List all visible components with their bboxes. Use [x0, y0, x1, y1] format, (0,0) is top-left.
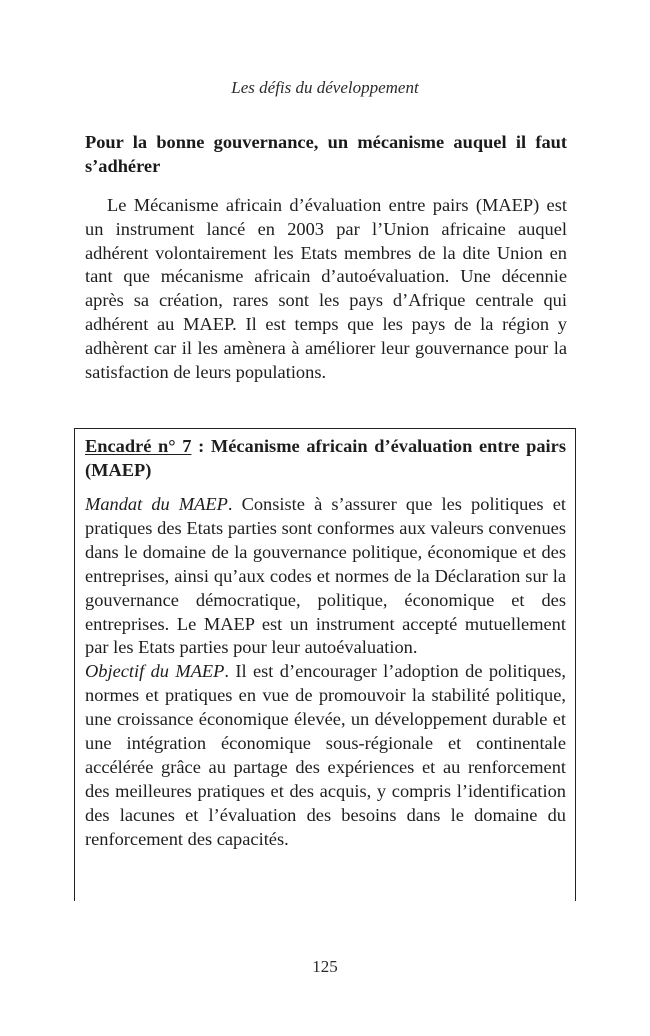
box-title-text: Mécanisme africain d’évaluation entre pairs (MAEP): [85, 436, 566, 480]
box-title-separator: :: [191, 436, 211, 456]
section-title: Pour la bonne gouvernance, un mécanisme auquel il faut s’adhérer: [85, 132, 567, 176]
encadre-box: [74, 428, 576, 901]
box-paragraph-mandat: [85, 493, 566, 660]
box-paragraph-objectif: [85, 660, 566, 851]
page-number: 125: [312, 957, 338, 976]
intro-paragraph: Le Mécanisme africain d’évaluation entre pairs (MAEP) est un instrument lancé en 2003 par l’Union africaine auquel adhérent volontairement les Etats membres de la dite Union en tant que mécanisme africain d’autoévaluation. Une décennie après sa création, rares sont les pays d’Afrique centrale qui adhérent au MAEP. Il est temps que les pays de la région y adhèrent car il les amènera à améliorer leur gouvernance pour la satisfaction de leurs populations.: [85, 195, 567, 382]
paragraph-text: . Consiste à s’assurer que les politiques et pratiques des Etats parties sont conformes aux valeurs convenues dans le domaine de la gouvernance politique, économique et des entreprises, ainsi qu’aux codes et normes de la Déclaration sur la gouvernance démocratique, politique, économique et des entreprises. Le MAEP est un instrument accepté mutuellement par les Etats parties pour leur autoévaluation.: [85, 494, 566, 658]
box-label: Encadré n° 7: [85, 436, 192, 456]
paragraph-lead: Objectif du MAEP: [85, 661, 225, 682]
paragraph-lead: Mandat du MAEP: [85, 494, 228, 514]
running-header: Les défis du développement: [231, 78, 419, 97]
box-body: [85, 493, 566, 852]
paragraph-text: . Il est d’encourager l’adoption de politiques, normes et pratiques en vue de promouvoir la stabilité politique, une croissance économique élevée, un développement durable et une intégration économique sous-régionale et continentale accélérée grâce au partage des expériences et au renforcement des meilleures pratiques et des acquis, y compris l’identification des lacunes et l’évaluation des besoins dans le domaine du renforcement des capacités.: [85, 661, 566, 849]
box-title: [85, 434, 566, 482]
